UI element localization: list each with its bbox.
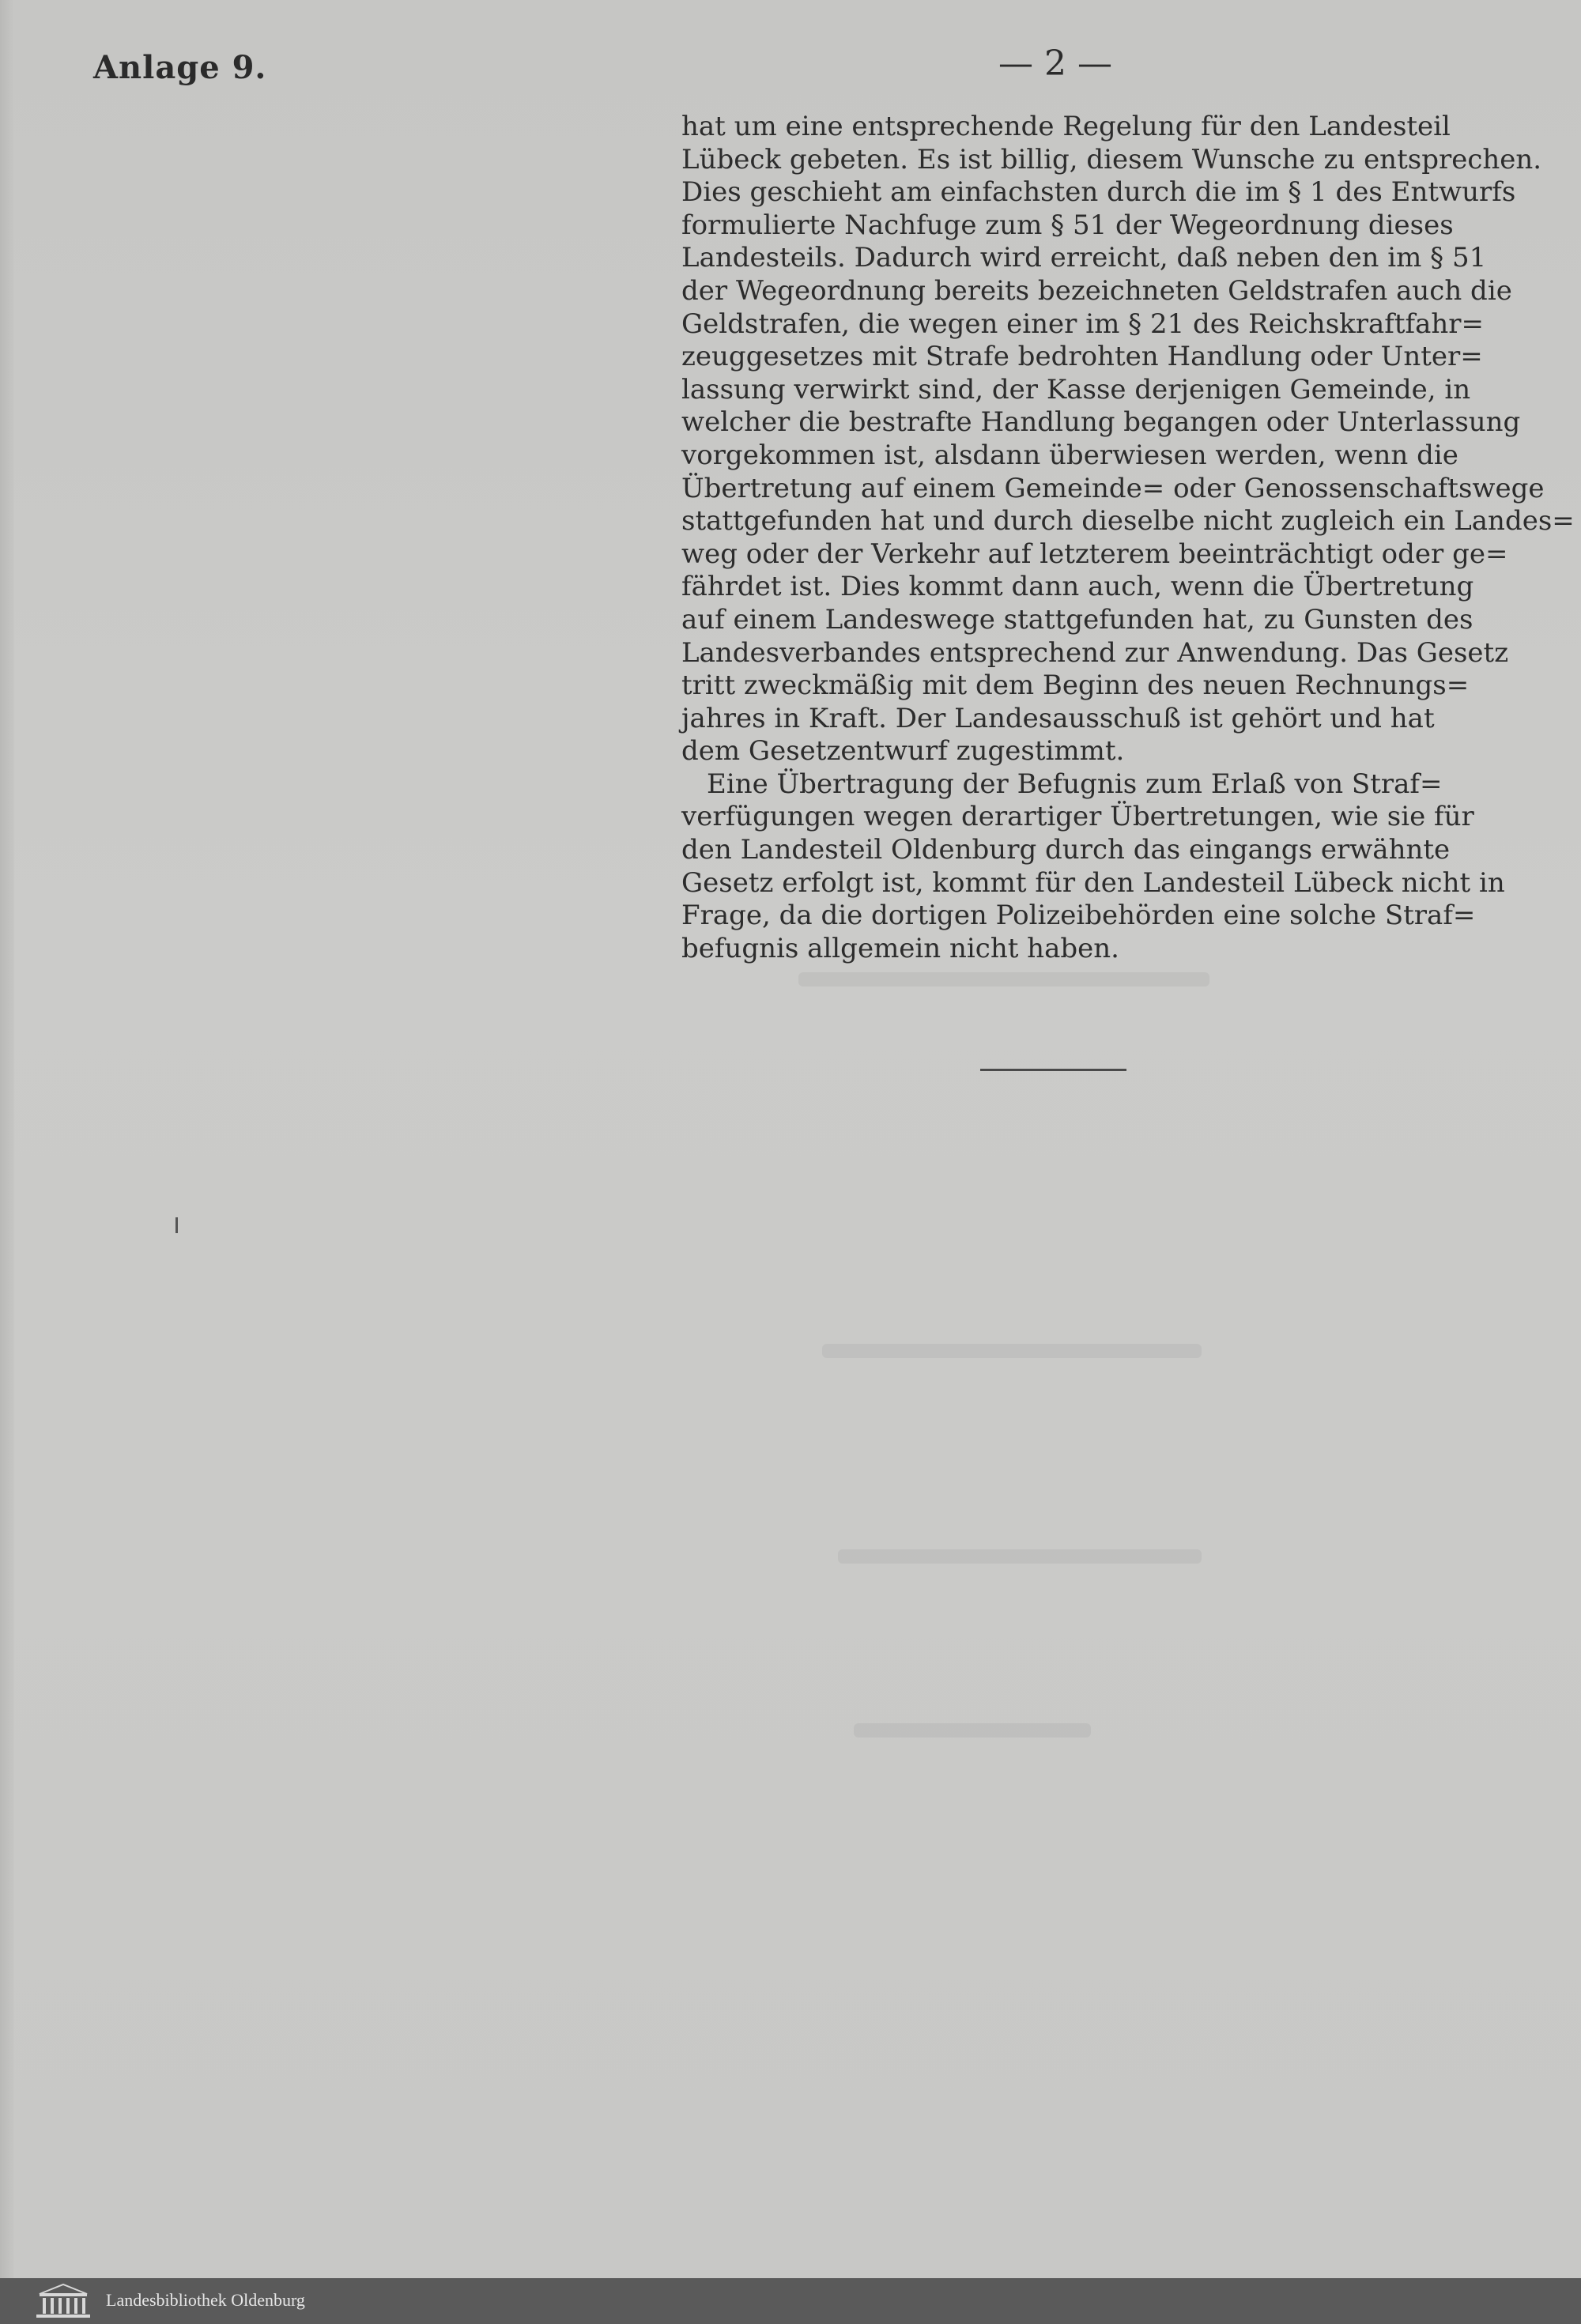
page-edge-shadow — [0, 0, 14, 2324]
text-line: den Landesteil Oldenburg durch das eingangs erwähnte — [681, 834, 1451, 866]
library-name: Landesbibliothek Oldenburg — [106, 2290, 305, 2310]
show-through-bleed — [798, 972, 1209, 987]
text-line: lassung verwirkt sind, der Kasse derjenigen Gemeinde, in — [681, 373, 1471, 406]
text-line: hat um eine entsprechende Regelung für den Landesteil — [681, 111, 1451, 142]
text-line: zeuggesetzes mit Strafe bedrohten Handlung oder Unter= — [681, 341, 1483, 373]
text-line: Landesteils. Dadurch wird erreicht, daß neben den im § 51 — [681, 242, 1487, 274]
text-line: Geldstrafen, die wegen einer im § 21 des Reichskraftfahr= — [681, 307, 1485, 340]
show-through-bleed — [838, 1549, 1202, 1564]
text-line: der Wegeordnung bereits bezeichneten Geldstrafen auch die — [681, 274, 1512, 307]
annex-label: Anlage 9. — [93, 49, 267, 86]
text-line: Eine Übertragung der Befugnis zum Erlaß von Straf= — [707, 768, 1443, 800]
text-line: Dies geschieht am einfachsten durch die im § 1 des Entwurfs — [681, 176, 1516, 209]
text-line: Übertretung auf einem Gemeinde= oder Genossenschaftswege — [681, 472, 1545, 504]
body-text-column — [681, 111, 1575, 965]
show-through-bleed — [854, 1723, 1091, 1737]
text-line: dem Gesetzentwurf zugestimmt. — [681, 735, 1125, 768]
show-through-bleed — [822, 1344, 1202, 1358]
page-number: — 2 — — [998, 43, 1112, 84]
print-mark — [175, 1217, 178, 1233]
text-line: tritt zweckmäßig mit dem Beginn des neuen Rechnungs= — [681, 670, 1470, 702]
library-building-icon — [35, 2283, 92, 2319]
text-line: jahres in Kraft. Der Landesausschuß ist gehört und hat — [681, 702, 1435, 734]
closing-rule — [980, 1069, 1126, 1071]
text-line: stattgefunden hat und durch dieselbe nicht zugleich ein Landes= — [681, 505, 1575, 538]
text-line: Gesetz erfolgt ist, kommt für den Landesteil Lübeck nicht in — [681, 866, 1505, 899]
text-line: Frage, da die dortigen Polizeibehörden eine solche Straf= — [681, 900, 1476, 932]
text-line: fährdet ist. Dies kommt dann auch, wenn die Übertretung — [681, 571, 1474, 603]
text-line: Lübeck gebeten. Es ist billig, diesem Wunsche zu entsprechen. — [681, 143, 1542, 175]
text-line: befugnis allgemein nicht haben. — [681, 932, 1119, 964]
text-line: welcher die bestrafte Handlung begangen oder Unterlassung — [681, 406, 1521, 439]
footer-bar — [0, 2278, 1581, 2324]
text-line: weg oder der Verkehr auf letzterem beeinträchtigt oder ge= — [681, 538, 1508, 570]
text-line: vorgekommen ist, alsdann überwiesen werden, wenn die — [681, 439, 1458, 471]
text-line: verfügungen wegen derartiger Übertretungen, wie sie für — [681, 801, 1474, 833]
text-line: auf einem Landeswege stattgefunden hat, zu Gunsten des — [681, 603, 1473, 636]
text-line: formulierte Nachfuge zum § 51 der Wegeordnung dieses — [681, 209, 1454, 241]
text-line: Landesverbandes entsprechend zur Anwendung. Das Gesetz — [681, 636, 1509, 669]
